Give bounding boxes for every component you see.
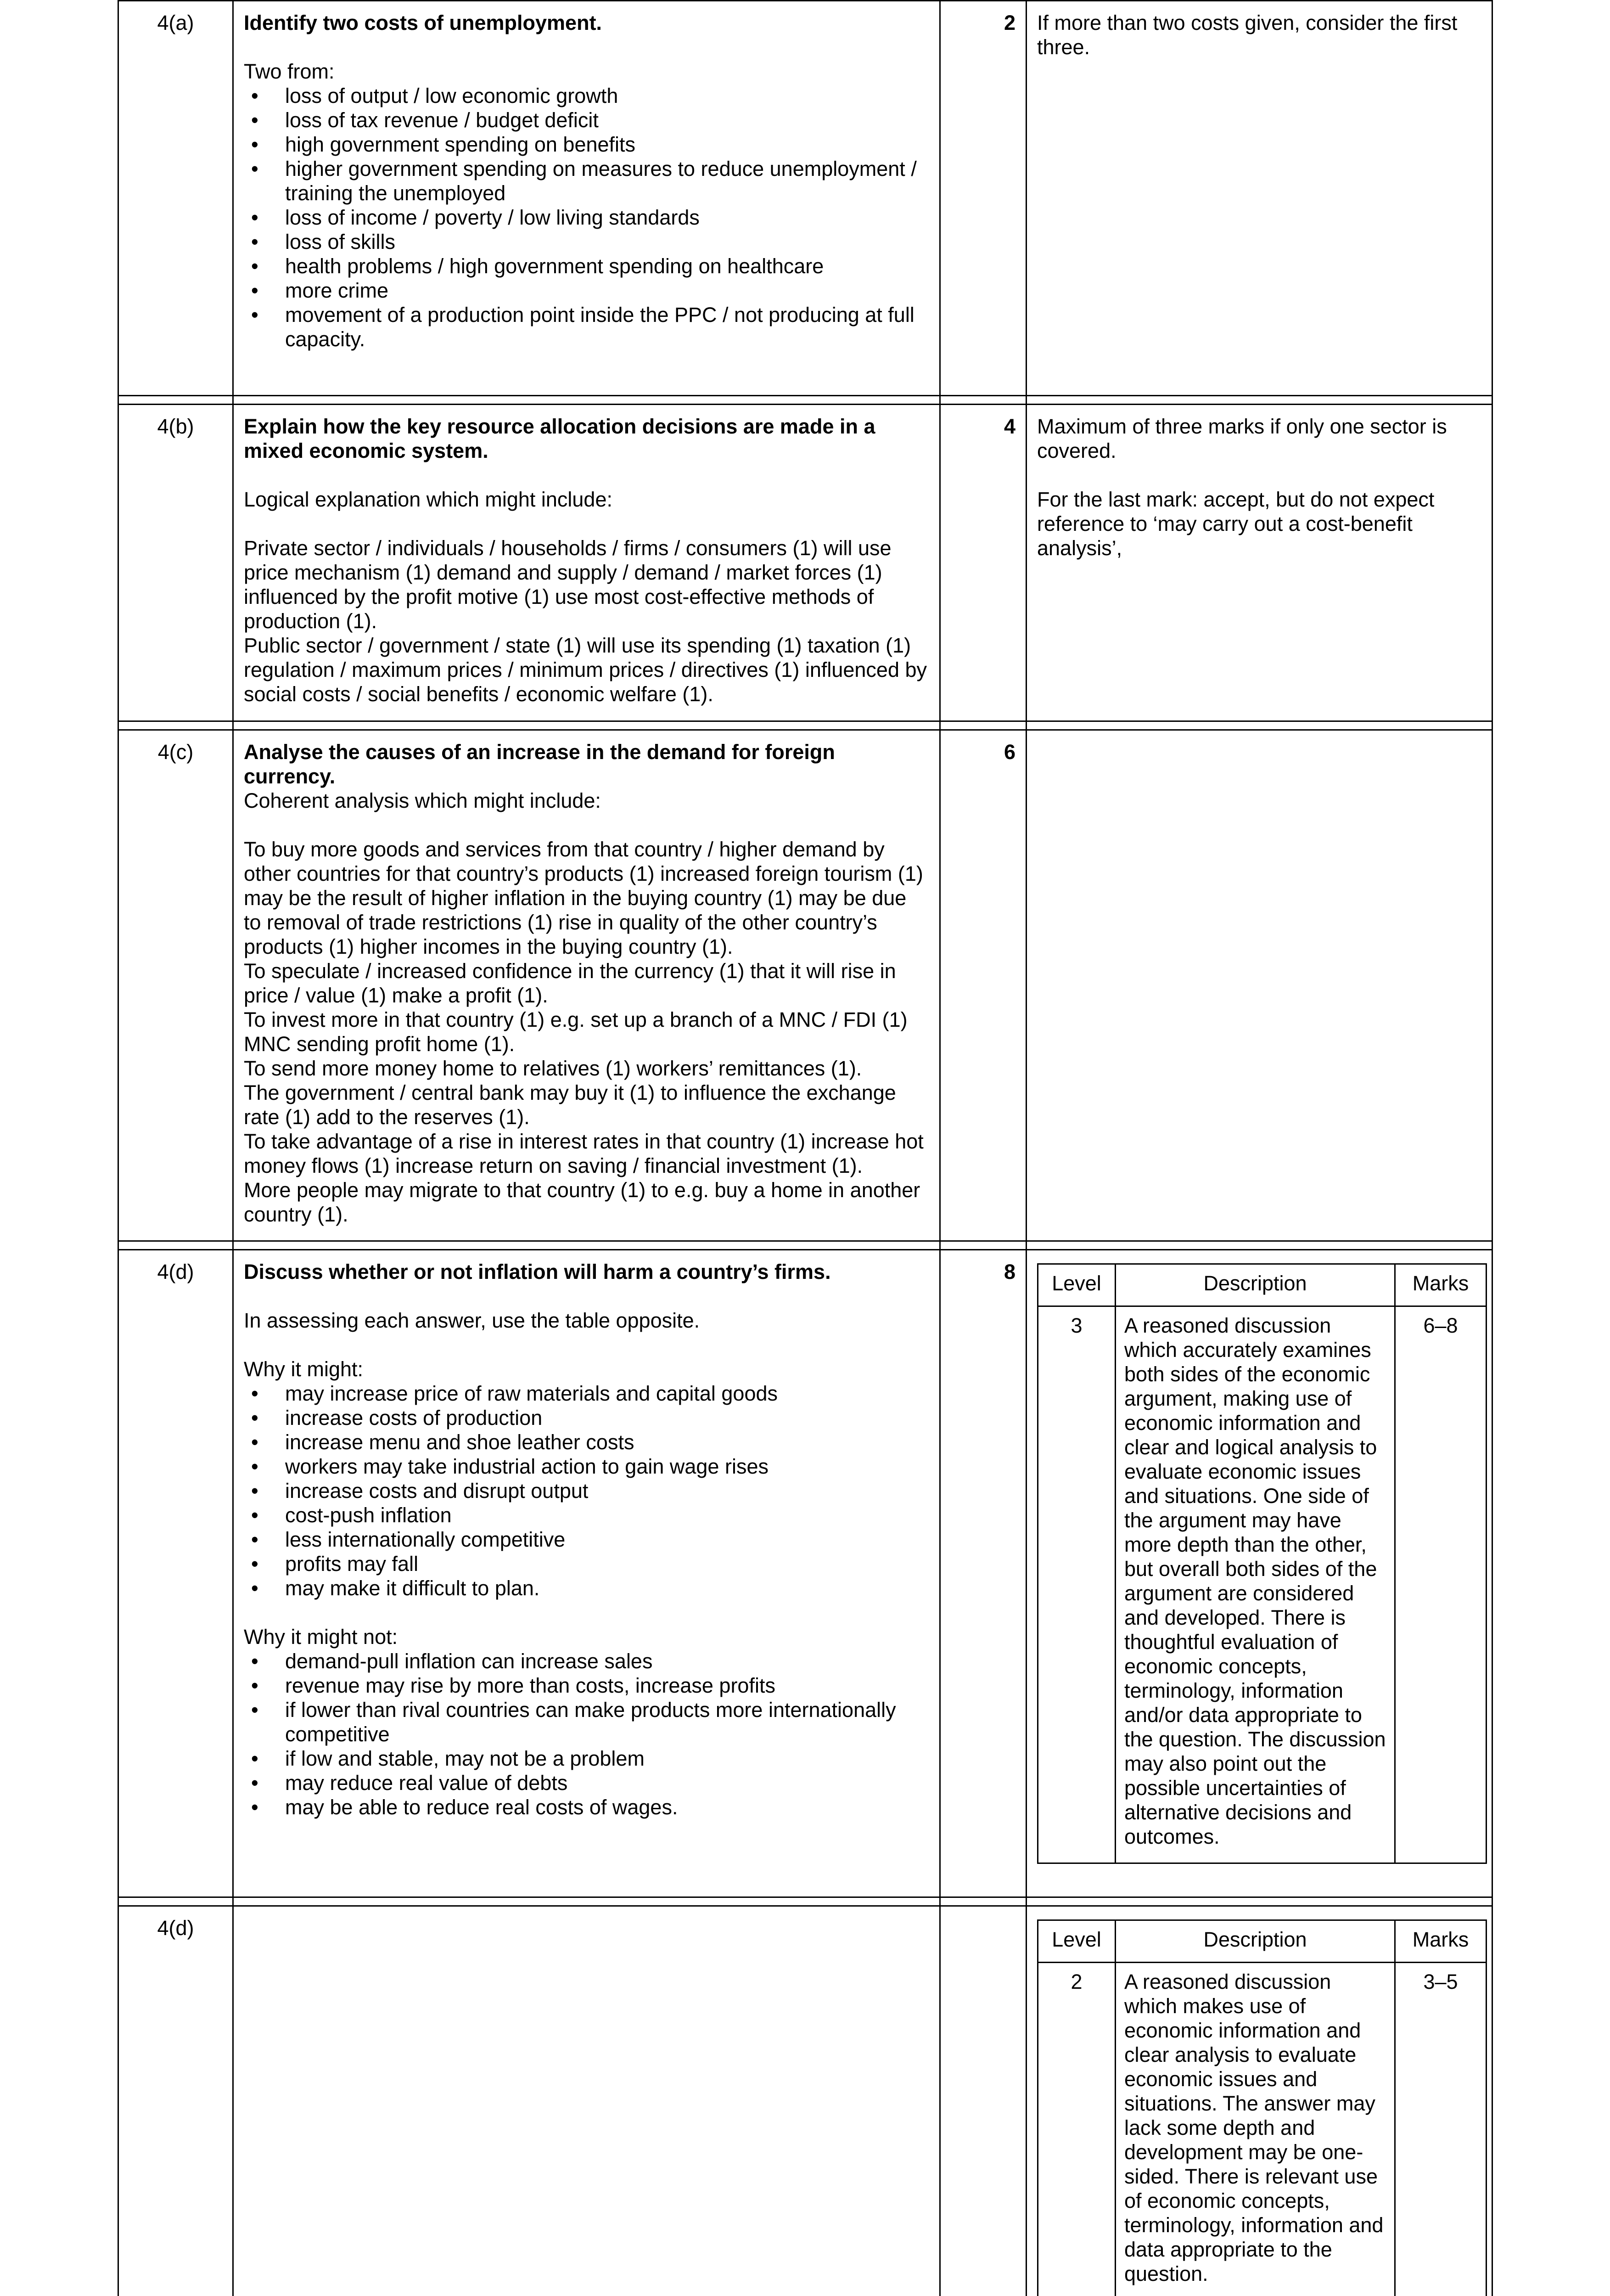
answer-intro: Two from:: [244, 60, 335, 83]
guidance-text: For the last mark: accept, but do not expect reference to ‘may carry out a cost-benefit analysis’,: [1037, 488, 1435, 560]
question-text: Discuss whether or not inflation will harm a country’s firms.: [244, 1260, 831, 1283]
question-number: 4(b): [118, 405, 233, 721]
answer-cell: [233, 730, 940, 1241]
row-4b: [118, 405, 1492, 721]
answer-cell: [233, 1906, 940, 2296]
list-item: • loss of skills: [244, 230, 929, 254]
row-4d-continued: [118, 1906, 1492, 2296]
answer-paragraph: More people may migrate to that country (1) to e.g. buy a home in another country (1).: [244, 1178, 920, 1226]
list-item: • cost-push inflation: [244, 1503, 929, 1527]
list-item: • loss of output / low economic growth: [244, 84, 929, 108]
list-item: • loss of tax revenue / budget deficit: [244, 108, 929, 132]
list-item: • workers may take industrial action to gain wage rises: [244, 1454, 929, 1479]
marks-cell: 4: [940, 405, 1027, 721]
answer-list: [244, 84, 929, 351]
level-number: 2: [1038, 1963, 1116, 2296]
level-description: A reasoned discussion which makes use of economic information and clear analysis to evaluate economic issues and situations. The answer may lack some depth and development may be one-sided. There is relevant use of economic concepts, terminology, information and data appropriate to the question.: [1116, 1963, 1395, 2296]
row-4a: [118, 1, 1492, 396]
guidance-cell: [1027, 730, 1492, 1241]
answer-paragraph: To send more money home to relatives (1) workers’ remittances (1).: [244, 1057, 862, 1080]
answer-cell: [233, 1, 940, 396]
level-row: [1038, 1963, 1487, 2296]
marks-cell: 8: [940, 1250, 1027, 1897]
list-item: • demand-pull inflation can increase sales: [244, 1649, 929, 1673]
list-heading: Why it might not:: [244, 1625, 398, 1649]
guidance-text: Maximum of three marks if only one sector is covered.: [1037, 415, 1447, 462]
list-item: • may increase price of raw materials and capital goods: [244, 1381, 929, 1406]
list-item: • may reduce real value of debts: [244, 1771, 929, 1795]
list-item: • increase menu and shoe leather costs: [244, 1430, 929, 1454]
answer-paragraph: Private sector / individuals / households / firms / consumers (1) will use price mechanism (1) demand and supply / demand / market forces (1) influenced by the profit motive (1) use most cost-effective methods of production (1).: [244, 536, 892, 633]
row-4d: [118, 1250, 1492, 1897]
row-spacer: [118, 1241, 1492, 1250]
level-table-header: [1038, 1264, 1487, 1306]
answer-paragraph: To buy more goods and services from that country / higher demand by other countries for that country’s products (1) increased foreign tourism (1) may be the result of higher inflation in the buying country (1) may be due to removal of trade restrictions (1) rise in quality of the other country’s products (1) higher incomes in the buying country (1).: [244, 838, 923, 958]
list-heading: Why it might:: [244, 1357, 364, 1381]
answer-intro: In assessing each answer, use the table opposite.: [244, 1309, 700, 1332]
level-table-header: [1038, 1920, 1487, 1963]
description-header: Description: [1116, 1920, 1395, 1963]
list-item: • health problems / high government spending on healthcare: [244, 254, 929, 278]
list-item: • higher government spending on measures to reduce unemployment / training the unemployed: [244, 157, 929, 205]
row-spacer: [118, 396, 1492, 405]
answer-paragraph: The government / central bank may buy it (1) to influence the exchange rate (1) add to the reserves (1).: [244, 1081, 896, 1129]
list-item: • increase costs and disrupt output: [244, 1479, 929, 1503]
list-item: • high government spending on benefits: [244, 132, 929, 157]
mark-scheme-table: [118, 0, 1493, 2296]
answer-paragraph: To take advantage of a rise in interest rates in that country (1) increase hot money flows (1) increase return on saving / financial investment (1).: [244, 1130, 924, 1177]
list-item: • may be able to reduce real costs of wages.: [244, 1795, 929, 1819]
answer-list: [244, 1649, 929, 1819]
question-number: 4(d): [118, 1250, 233, 1897]
guidance-text: If more than two costs given, consider the first three.: [1037, 11, 1458, 59]
level-marks: 3–5: [1395, 1963, 1487, 2296]
row-4c: [118, 730, 1492, 1241]
marks-header: Marks: [1395, 1920, 1487, 1963]
list-item: • more crime: [244, 278, 929, 303]
question-text: Identify two costs of unemployment.: [244, 11, 602, 34]
answer-list: [244, 1381, 929, 1600]
answer-intro: Coherent analysis which might include:: [244, 789, 601, 812]
answer-paragraph: Public sector / government / state (1) will use its spending (1) taxation (1) regulation / maximum prices / minimum prices / directives (1) influenced by social costs / social benefits / economic welfare (1).: [244, 634, 927, 706]
description-header: Description: [1116, 1264, 1395, 1306]
level-table: [1037, 1263, 1487, 1864]
level-table: [1037, 1919, 1487, 2296]
marks-cell: 6: [940, 730, 1027, 1241]
list-item: • if low and stable, may not be a problem: [244, 1746, 929, 1771]
marks-header: Marks: [1395, 1264, 1487, 1306]
row-spacer: [118, 721, 1492, 730]
answer-cell: [233, 405, 940, 721]
question-number: 4(c): [118, 730, 233, 1241]
level-marks: 6–8: [1395, 1306, 1487, 1863]
list-item: • increase costs of production: [244, 1406, 929, 1430]
list-item: • less internationally competitive: [244, 1527, 929, 1552]
row-spacer: [118, 1897, 1492, 1906]
level-row: [1038, 1306, 1487, 1863]
question-text: Explain how the key resource allocation decisions are made in a mixed economic system.: [244, 415, 875, 462]
level-number: 3: [1038, 1306, 1116, 1863]
guidance-cell: [1027, 1906, 1492, 2296]
marks-cell: 2: [940, 1, 1027, 396]
guidance-cell: [1027, 1, 1492, 396]
answer-paragraph: To invest more in that country (1) e.g. set up a branch of a MNC / FDI (1) MNC sending profit home (1).: [244, 1008, 908, 1056]
answer-cell: [233, 1250, 940, 1897]
level-description: A reasoned discussion which accurately examines both sides of the economic argument, making use of economic information and clear and logical analysis to evaluate economic issues and situations. One side of the argument may have more depth than the other, but overall both sides of the argument are considered and developed. There is thoughtful evaluation of economic concepts, terminology, information and/or data appropriate to the question. The discussion may also point out the possible uncertainties of alternative decisions and outcomes.: [1116, 1306, 1395, 1863]
marks-cell: [940, 1906, 1027, 2296]
guidance-cell: [1027, 405, 1492, 721]
list-item: • if lower than rival countries can make products more internationally competitive: [244, 1698, 929, 1746]
question-number: 4(a): [118, 1, 233, 396]
list-item: • profits may fall: [244, 1552, 929, 1576]
answer-paragraph: To speculate / increased confidence in the currency (1) that it will rise in price / value (1) make a profit (1).: [244, 959, 896, 1007]
list-item: • may make it difficult to plan.: [244, 1576, 929, 1600]
level-header: Level: [1038, 1920, 1116, 1963]
question-text: Analyse the causes of an increase in the demand for foreign currency.: [244, 740, 835, 788]
list-item: • loss of income / poverty / low living standards: [244, 205, 929, 230]
list-item: • revenue may rise by more than costs, increase profits: [244, 1673, 929, 1698]
level-header: Level: [1038, 1264, 1116, 1306]
guidance-cell: [1027, 1250, 1492, 1897]
answer-intro: Logical explanation which might include:: [244, 488, 612, 511]
list-item: • movement of a production point inside the PPC / not producing at full capacity.: [244, 303, 929, 351]
question-number: 4(d): [118, 1906, 233, 2296]
